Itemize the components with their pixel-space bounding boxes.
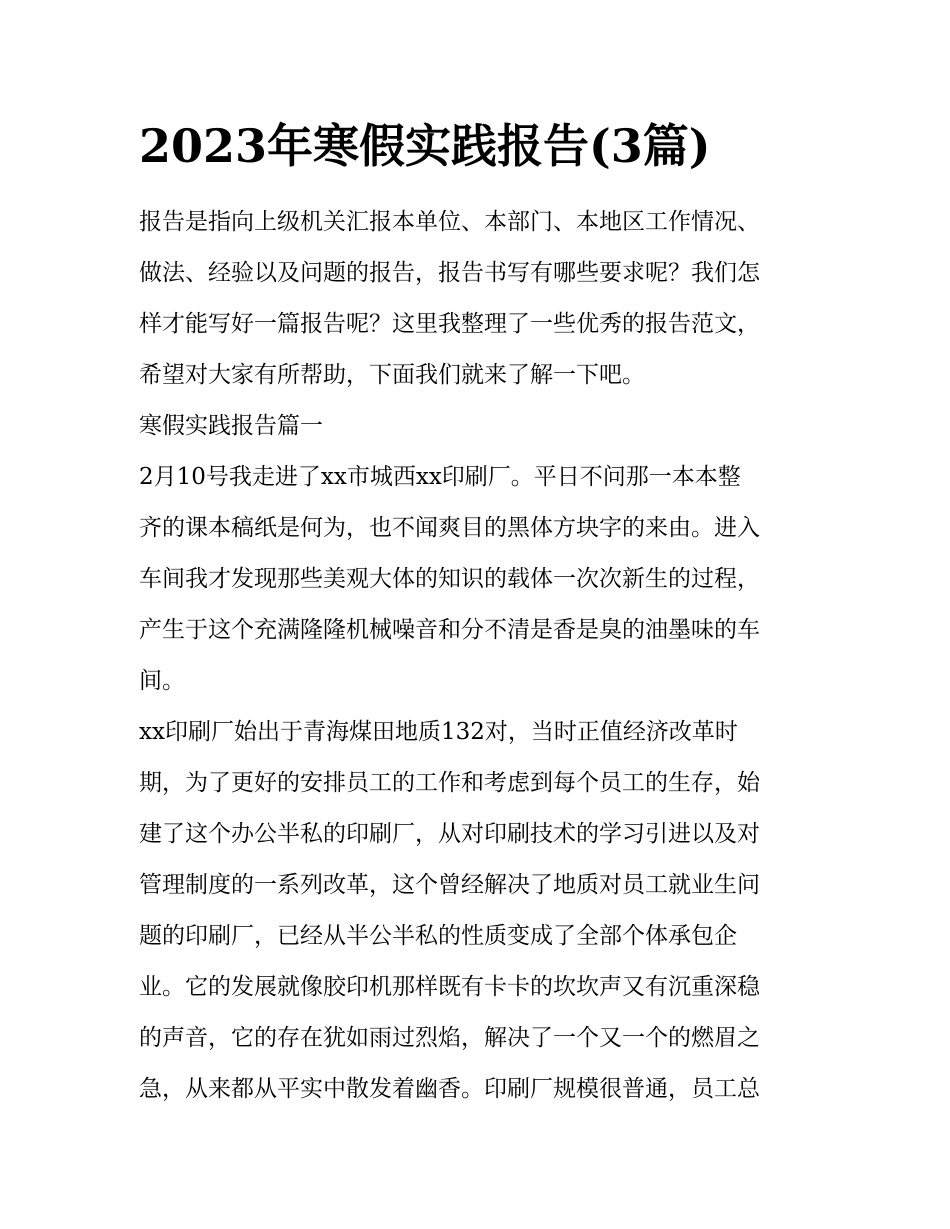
body-line: 管理制度的一系列改革，这个曾经解决了地质对员工就业生问 — [139, 872, 760, 898]
section-heading: 寒假实践报告篇一 — [139, 413, 323, 439]
body-line: 急，从来都从平实中散发着幽香。印刷厂规模很普通，员工总 — [139, 1076, 760, 1102]
body-line: 间。 — [139, 668, 185, 694]
body-line: 产生于这个充满隆隆机械噪音和分不清是香是臭的油墨味的车 — [139, 617, 760, 643]
body-line: 的声音，它的存在犹如雨过烈焰，解决了一个又一个的燃眉之 — [139, 1025, 760, 1051]
body-line: 车间我才发现那些美观大体的知识的载体一次次新生的过程， — [139, 566, 760, 592]
body-line: 业。它的发展就像胶印机那样既有卡卡的坎坎声又有沉重深稳 — [139, 974, 760, 1000]
body-line: 题的印刷厂，已经从半公半私的性质变成了全部个体承包企 — [139, 923, 737, 949]
body-line: 期，为了更好的安排员工的工作和考虑到每个员工的生存，始 — [139, 770, 760, 796]
body-line: 齐的课本稿纸是何为，也不闻爽目的黑体方块字的来由。进入 — [139, 515, 760, 541]
body-line: 样才能写好一篇报告呢？这里我整理了一些优秀的报告范文， — [139, 311, 760, 337]
body-line: 做法、经验以及问题的报告，报告书写有哪些要求呢？我们怎 — [139, 260, 760, 286]
body-line: 2月10号我走进了xx市城西xx印刷厂。平日不问那一本本整 — [139, 464, 741, 490]
document-body — [139, 197, 815, 1115]
body-line: 建了这个办公半私的印刷厂，从对印刷技术的学习引进以及对 — [139, 821, 760, 847]
body-line: xx印刷厂始出于青海煤田地质132对，当时正值经济改革时 — [139, 719, 738, 745]
body-line: 希望对大家有所帮助，下面我们就来了解一下吧。 — [139, 362, 645, 388]
document-title: 2023年寒假实践报告(3篇) — [139, 119, 711, 173]
body-line: 报告是指向上级机关汇报本单位、本部门、本地区工作情况、 — [139, 209, 760, 235]
